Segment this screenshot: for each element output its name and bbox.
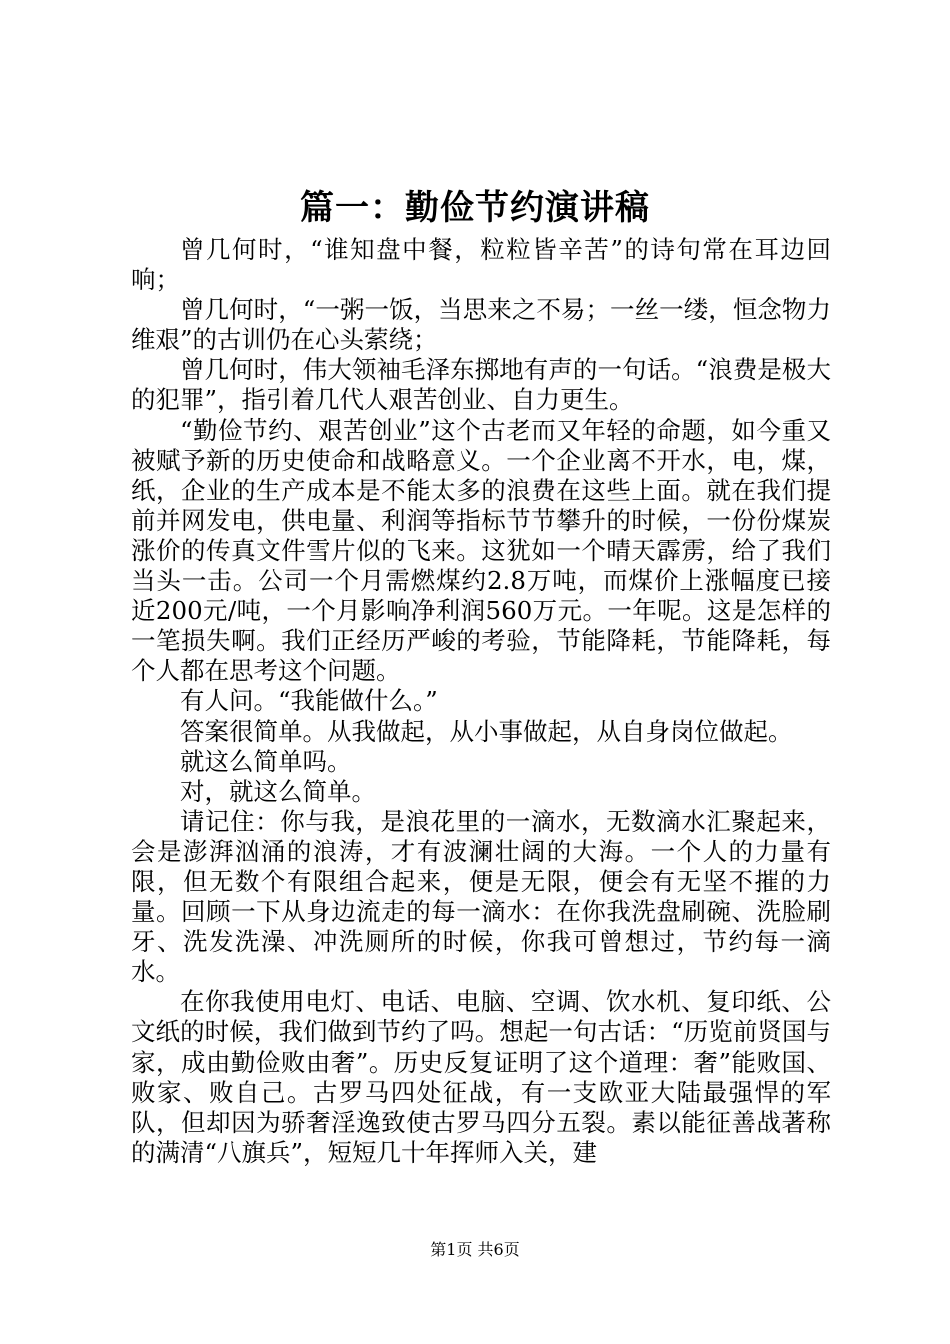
paragraph: 请记住：你与我，是浪花里的一滴水，无数滴水汇聚起来，会是澎湃汹涌的浪涛，才有波澜壮阔的大海。一个人的力量有限，但无数个有限组合起来，便是无限，便会有无坚不摧的力量。回顾一下从身边流走的每一滴水：在你我洗盘刷碗、洗脸刷牙、洗发洗澡、冲洗厕所的时候，你我可曾想过，节约每一滴水。 xyxy=(131,806,831,987)
document-title: 篇一：勤俭节约演讲稿 xyxy=(300,188,650,228)
paragraph: 曾几何时，伟大领袖毛泽东掷地有声的一句话。“浪费是极大的犯罪”，指引着几代人艰苦创业、自力更生。 xyxy=(131,355,831,415)
paragraph: 曾几何时，“谁知盘中餐，粒粒皆辛苦”的诗句常在耳边回响； xyxy=(131,235,831,295)
paragraph: 在你我使用电灯、电话、电脑、空调、饮水机、复印纸、公文纸的时候，我们做到节约了吗。想起一句古话：“历览前贤国与家，成由勤俭败由奢”。历史反复证明了这个道理：奢”能败国、败家、败自己。古罗马四处征战，有一支欧亚大陆最强悍的军队，但却因为骄奢淫逸致使古罗马四分五裂。素以能征善战著称的满清“八旗兵”，短短几十年挥师入关，建 xyxy=(131,987,831,1167)
paragraph: 对，就这么简单。 xyxy=(180,776,376,806)
paragraph: 答案很简单。从我做起，从小事做起，从自身岗位做起。 xyxy=(180,716,793,746)
paragraph: “勤俭节约、艰苦创业”这个古老而又年轻的命题，如今重又被赋予新的历史使命和战略意义。一个企业离不开水，电，煤，纸，企业的生产成本是不能太多的浪费在这些上面。就在我们提前并网发电，供电量、利润等指标节节攀升的时候，一份份煤炭涨价的传真文件雪片似的飞来。这犹如一个晴天霹雳，给了我们当头一击。公司一个月需燃煤约2.8万吨，而煤价上涨幅度已接近200元/吨，一个月影响净利润560万元。一年呢。这是怎样的一笔损失啊。我们正经历严峻的考验，节能降耗，节能降耗，每个人都在思考这个问题。 xyxy=(131,415,831,686)
page-number-footer: 第1页 共6页 xyxy=(430,1240,520,1259)
paragraph: 就这么简单吗。 xyxy=(180,746,352,776)
paragraph: 曾几何时，“一粥一饭，当思来之不易；一丝一缕，恒念物力维艰”的古训仍在心头萦绕； xyxy=(131,295,831,355)
document-body xyxy=(131,235,831,1168)
paragraph: 有人问。“我能做什么。” xyxy=(180,686,438,716)
